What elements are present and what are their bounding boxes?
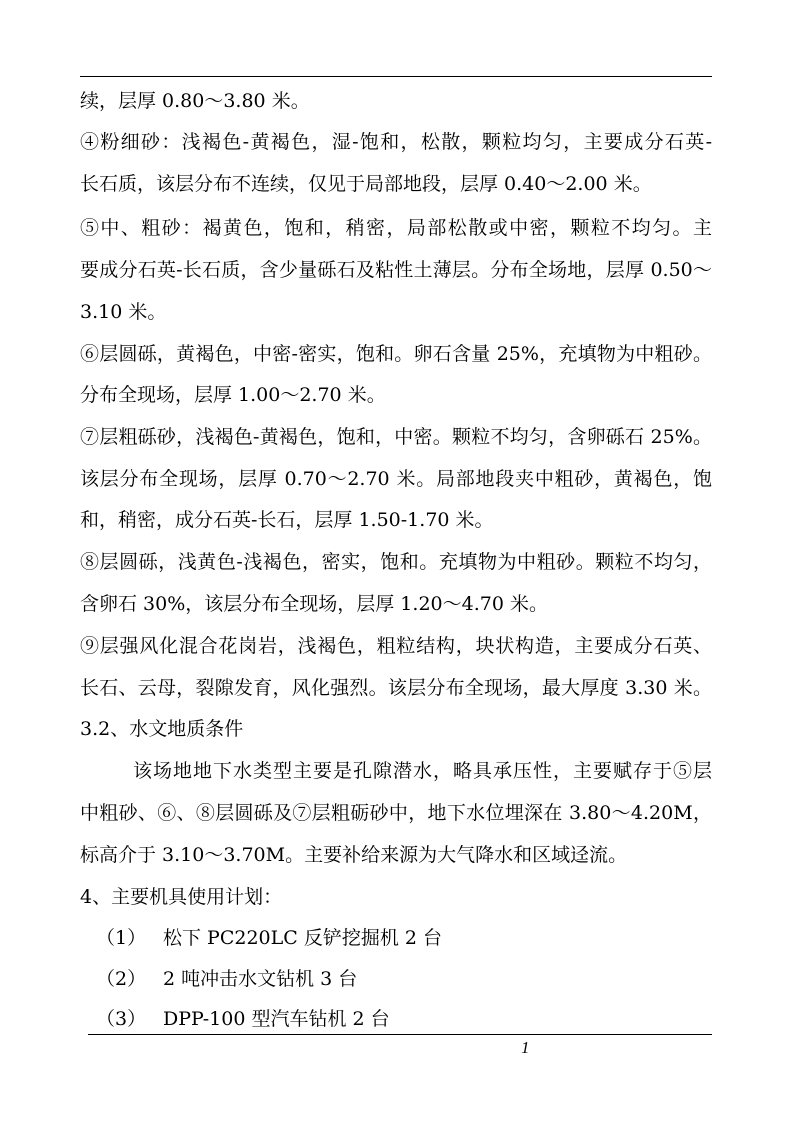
footer-rule [88,1034,712,1035]
text-line: 分布全现场，层厚 1.00～2.70 米。 [80,384,386,406]
text-line: 中粗砂、⑥、⑧层圆砾及⑦层粗砺砂中，地下水位埋深在 3.80～4.20M， [80,802,712,824]
text-line: 和，稍密，成分石英-长石，层厚 1.50-1.70 米。 [80,509,494,531]
text-line: 续，层厚 0.80～3.80 米。 [80,90,310,112]
item-text: 松下 PC220LC 反铲挖掘机 2 台 [163,927,442,949]
item-text: DPP-100 型汽车钻机 2 台 [163,1008,390,1030]
item-text: 2 吨冲击水文钻机 3 台 [163,968,358,990]
text-line: 该层分布全现场，层厚 0.70～2.70 米。局部地段夹中粗砂，黄褐色，饱 [80,468,712,490]
section-heading: 3.2、水文地质条件 [80,718,244,740]
text-line: ⑤中、粗砂：褐黄色，饱和，稍密，局部松散或中密，颗粒不均匀。主 [80,217,712,239]
page-number: 1 [521,1038,530,1057]
header-rule [80,76,712,77]
text-line: ⑥层圆砾，黄褐色，中密-密实，饱和。卵石含量 25%，充填物为中粗砂。 [80,343,712,365]
text-line: 标高介于 3.10～3.70M。主要补给来源为大气降水和区域迳流。 [80,844,628,866]
text-line: ④粉细砂：浅褐色-黄褐色，湿-饱和，松散，颗粒均匀，主要成分石英- [80,131,712,153]
text-line: 3.10 米。 [80,301,167,323]
text-line: ⑦层粗砾砂，浅褐色-黄褐色，饱和，中密。颗粒不均匀，含卵砾石 25%。 [80,426,712,448]
section-heading: 4、主要机具使用计划： [80,886,283,908]
text-line: 该场地地下水类型主要是孔隙潜水，略具承压性，主要赋存于⑤层 [133,760,712,782]
text-line: 长石质，该层分布不连续，仅见于局部地段，层厚 0.40～2.00 米。 [80,173,652,195]
item-number: （1） [96,927,147,949]
text-line: ⑧层圆砾，浅黄色-浅褐色，密实，饱和。充填物为中粗砂。颗粒不均匀， [80,551,712,573]
text-line: 含卵石 30%，该层分布全现场，层厚 1.20～4.70 米。 [80,593,548,615]
text-line: ⑨层强风化混合花岗岩，浅褐色，粗粒结构，块状构造，主要成分石英、 [80,635,712,657]
text-line: 长石、云母，裂隙发育，风化强烈。该层分布全现场，最大厚度 3.30 米。 [80,677,712,699]
item-number: （2） [96,968,147,990]
item-number: （3） [96,1008,147,1030]
text-line: 要成分石英-长石质，含少量砾石及粘性土薄层。分布全场地，层厚 0.50～ [80,259,712,281]
